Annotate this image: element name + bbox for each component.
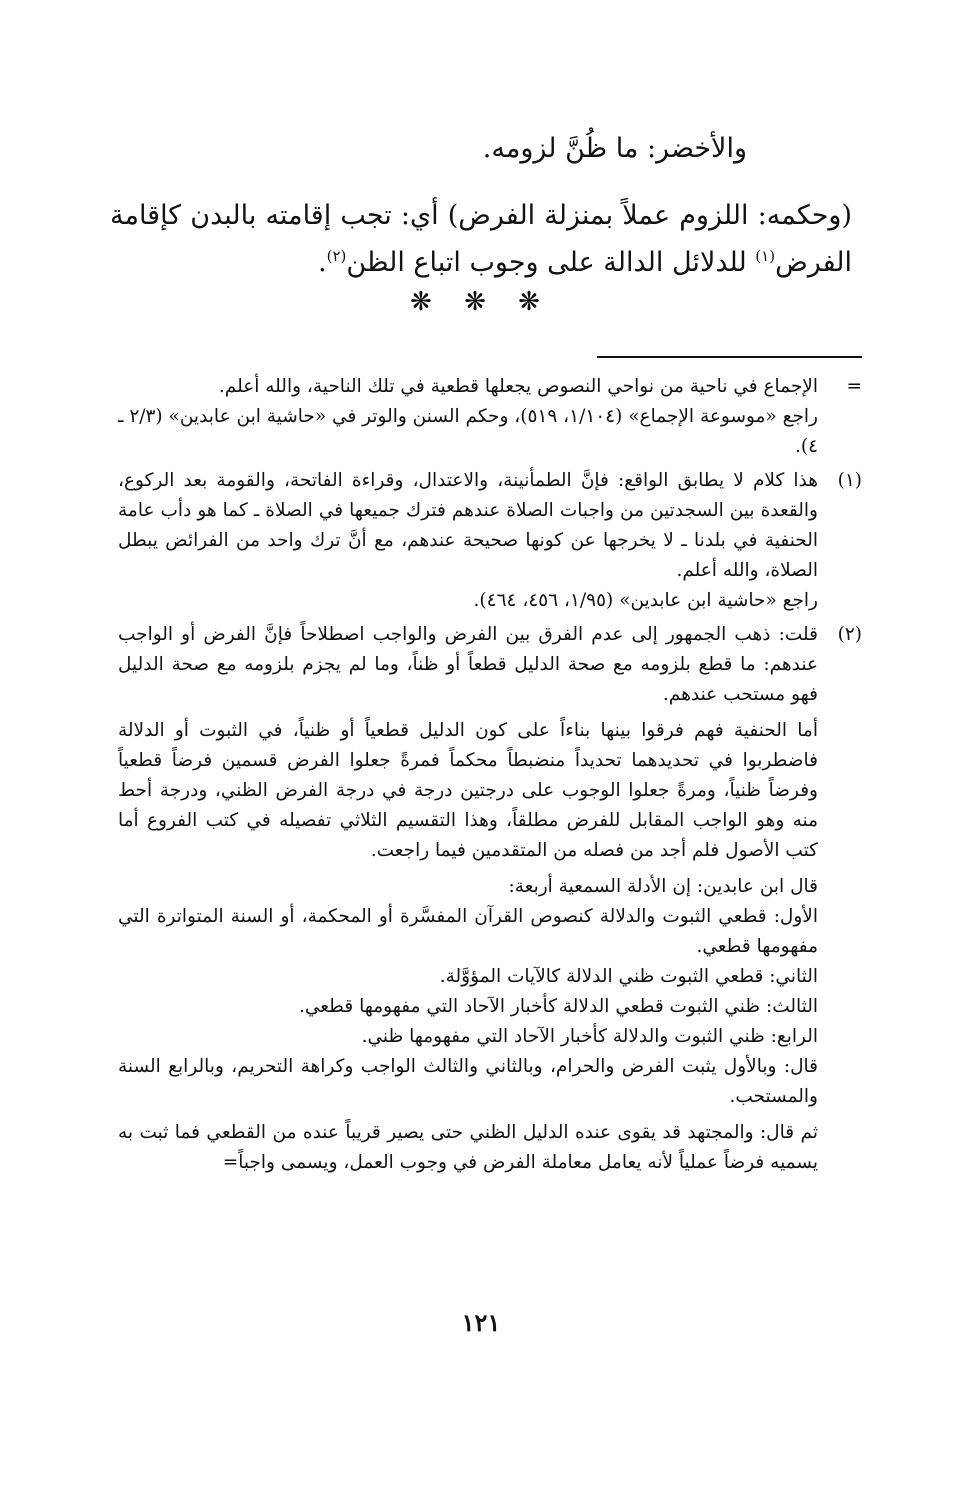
footnote-ref-2[interactable]: (٢) [326, 247, 347, 265]
footnote-2-paragraph: قال: وبالأول يثبت الفرض والحرام، وبالثاني والثالث الواجب وكراهة التحريم، وبالرابع السنة والمستحب. [118, 1056, 818, 1107]
footnote-ref-1[interactable]: (١) [755, 247, 776, 265]
main-paragraph-2-text: (وحكمه: اللزوم عملاً بمنزلة الفرض) أي: تجب إقامته بالبدن كإقامة الفرض [110, 200, 852, 278]
footnote-1-mark: (١) [837, 470, 862, 491]
footnote-continuation [118, 372, 862, 462]
main-paragraph-2-text-2: للدلائل الدالة على وجوب اتباع الظن [346, 247, 756, 278]
footnote-continuation-mark: = [846, 376, 862, 397]
page-number: ١٢١ [461, 1308, 501, 1337]
footnotes [118, 372, 862, 1182]
footnote-1 [118, 466, 862, 616]
footnote-separator [597, 356, 862, 358]
footnote-2-paragraph: قال ابن عابدين: إن الأدلة السمعية أربعة: [508, 876, 818, 897]
main-paragraph-1: والأخضر: ما ظُنَّ لزومه. [482, 133, 747, 164]
footnote-continuation-line-2: راجع «موسوعة الإجماع» (١/١٠٤، ٥١٩)، وحكم السنن والوتر في «حاشية ابن عابدين» (٢/٣ ـ ٤). [118, 406, 818, 457]
footnote-2-paragraph: الرابع: ظني الثبوت والدلالة كأخبار الآحاد التي مفهومها ظني. [361, 1026, 818, 1047]
footnote-2-paragraph: الأول: قطعي الثبوت والدلالة كنصوص القرآن المفسَّرة أو المحكمة، أو السنة المتواترة التي مفهومها قطعي. [118, 906, 818, 957]
footnote-2-mark: (٢) [837, 624, 862, 645]
main-paragraph-2-end: . [318, 247, 327, 278]
main-paragraph-2 [110, 192, 852, 286]
footnote-2-paragraph: الثالث: ظني الثبوت قطعي الدلالة كأخبار الآحاد التي مفهومها قطعي. [298, 996, 818, 1017]
footnote-continuation-line-1: الإجماع في ناحية من نواحي النصوص يجعلها قطعية في تلك الناحية، والله أعلم. [218, 376, 818, 397]
footnote-2-paragraph: أما الحنفية فهم فرقوا بينها بناءاً على كون الدليل قطعياً أو ظنياً، في الثبوت أو الدلالة فاضطربوا في تحديدهما تحديداً منضبطاً محكماً فمرةً جعلوا الفرض قسمين فرضاً قطعياً وفرضاً ظنياً، ومرةً جعلوا الوجوب على درجتين درجة في درجة الفرض الظني، ودرجة أحط منه وهو الواجب المقابل للفرض مطلقاً، وهذا التقسيم الثلاثي تفصيله في كتب الفروع أما كتب الأصول فلم أجد من فصله من المتقدمين فيما راجعت. [118, 720, 818, 861]
footnote-2 [118, 620, 862, 1178]
footnote-1-text: هذا كلام لا يطابق الواقع: فإنَّ الطمأنينة، والاعتدال، وقراءة الفاتحة، والقومة بعد الركوع، والقعدة بين السجدتين من واجبات الصلاة عندهم فترك جميعها في الصلاة ـ كما هو دأب عامة الحنفية في بلدنا ـ لا يخرجها عن كونها صحيحة عندهم، مع أنَّ ترك واحد من الفرائض يبطل الصلاة، والله أعلم. [118, 470, 818, 581]
section-ornament: ❋ ❋ ❋ [410, 287, 552, 317]
footnote-2-paragraph: ثم قال: والمجتهد قد يقوى عنده الدليل الظني حتى يصير قريباً عنده من القطعي فما ثبت به يسميه فرضاً عملياً لأنه يعامل معاملة الفرض في وجوب العمل، ويسمى واجباً= [118, 1122, 818, 1173]
footnote-1-reference: راجع «حاشية ابن عابدين» (١/٩٥، ٤٥٦، ٤٦٤). [473, 590, 818, 611]
main-text [110, 125, 852, 298]
footnote-2-paragraph: الثاني: قطعي الثبوت ظني الدلالة كالآيات المؤوَّلة. [439, 966, 818, 987]
footnote-2-paragraph: قلت: ذهب الجمهور إلى عدم الفرق بين الفرض والواجب اصطلاحاً فإنَّ الفرض أو الواجب عندهم: ما قطع بلزومه مع صحة الدليل قطعاً أو ظناً، وما لم يجزم بلزومه مع صحة الدليل فهو مستحب عندهم. [118, 624, 818, 705]
